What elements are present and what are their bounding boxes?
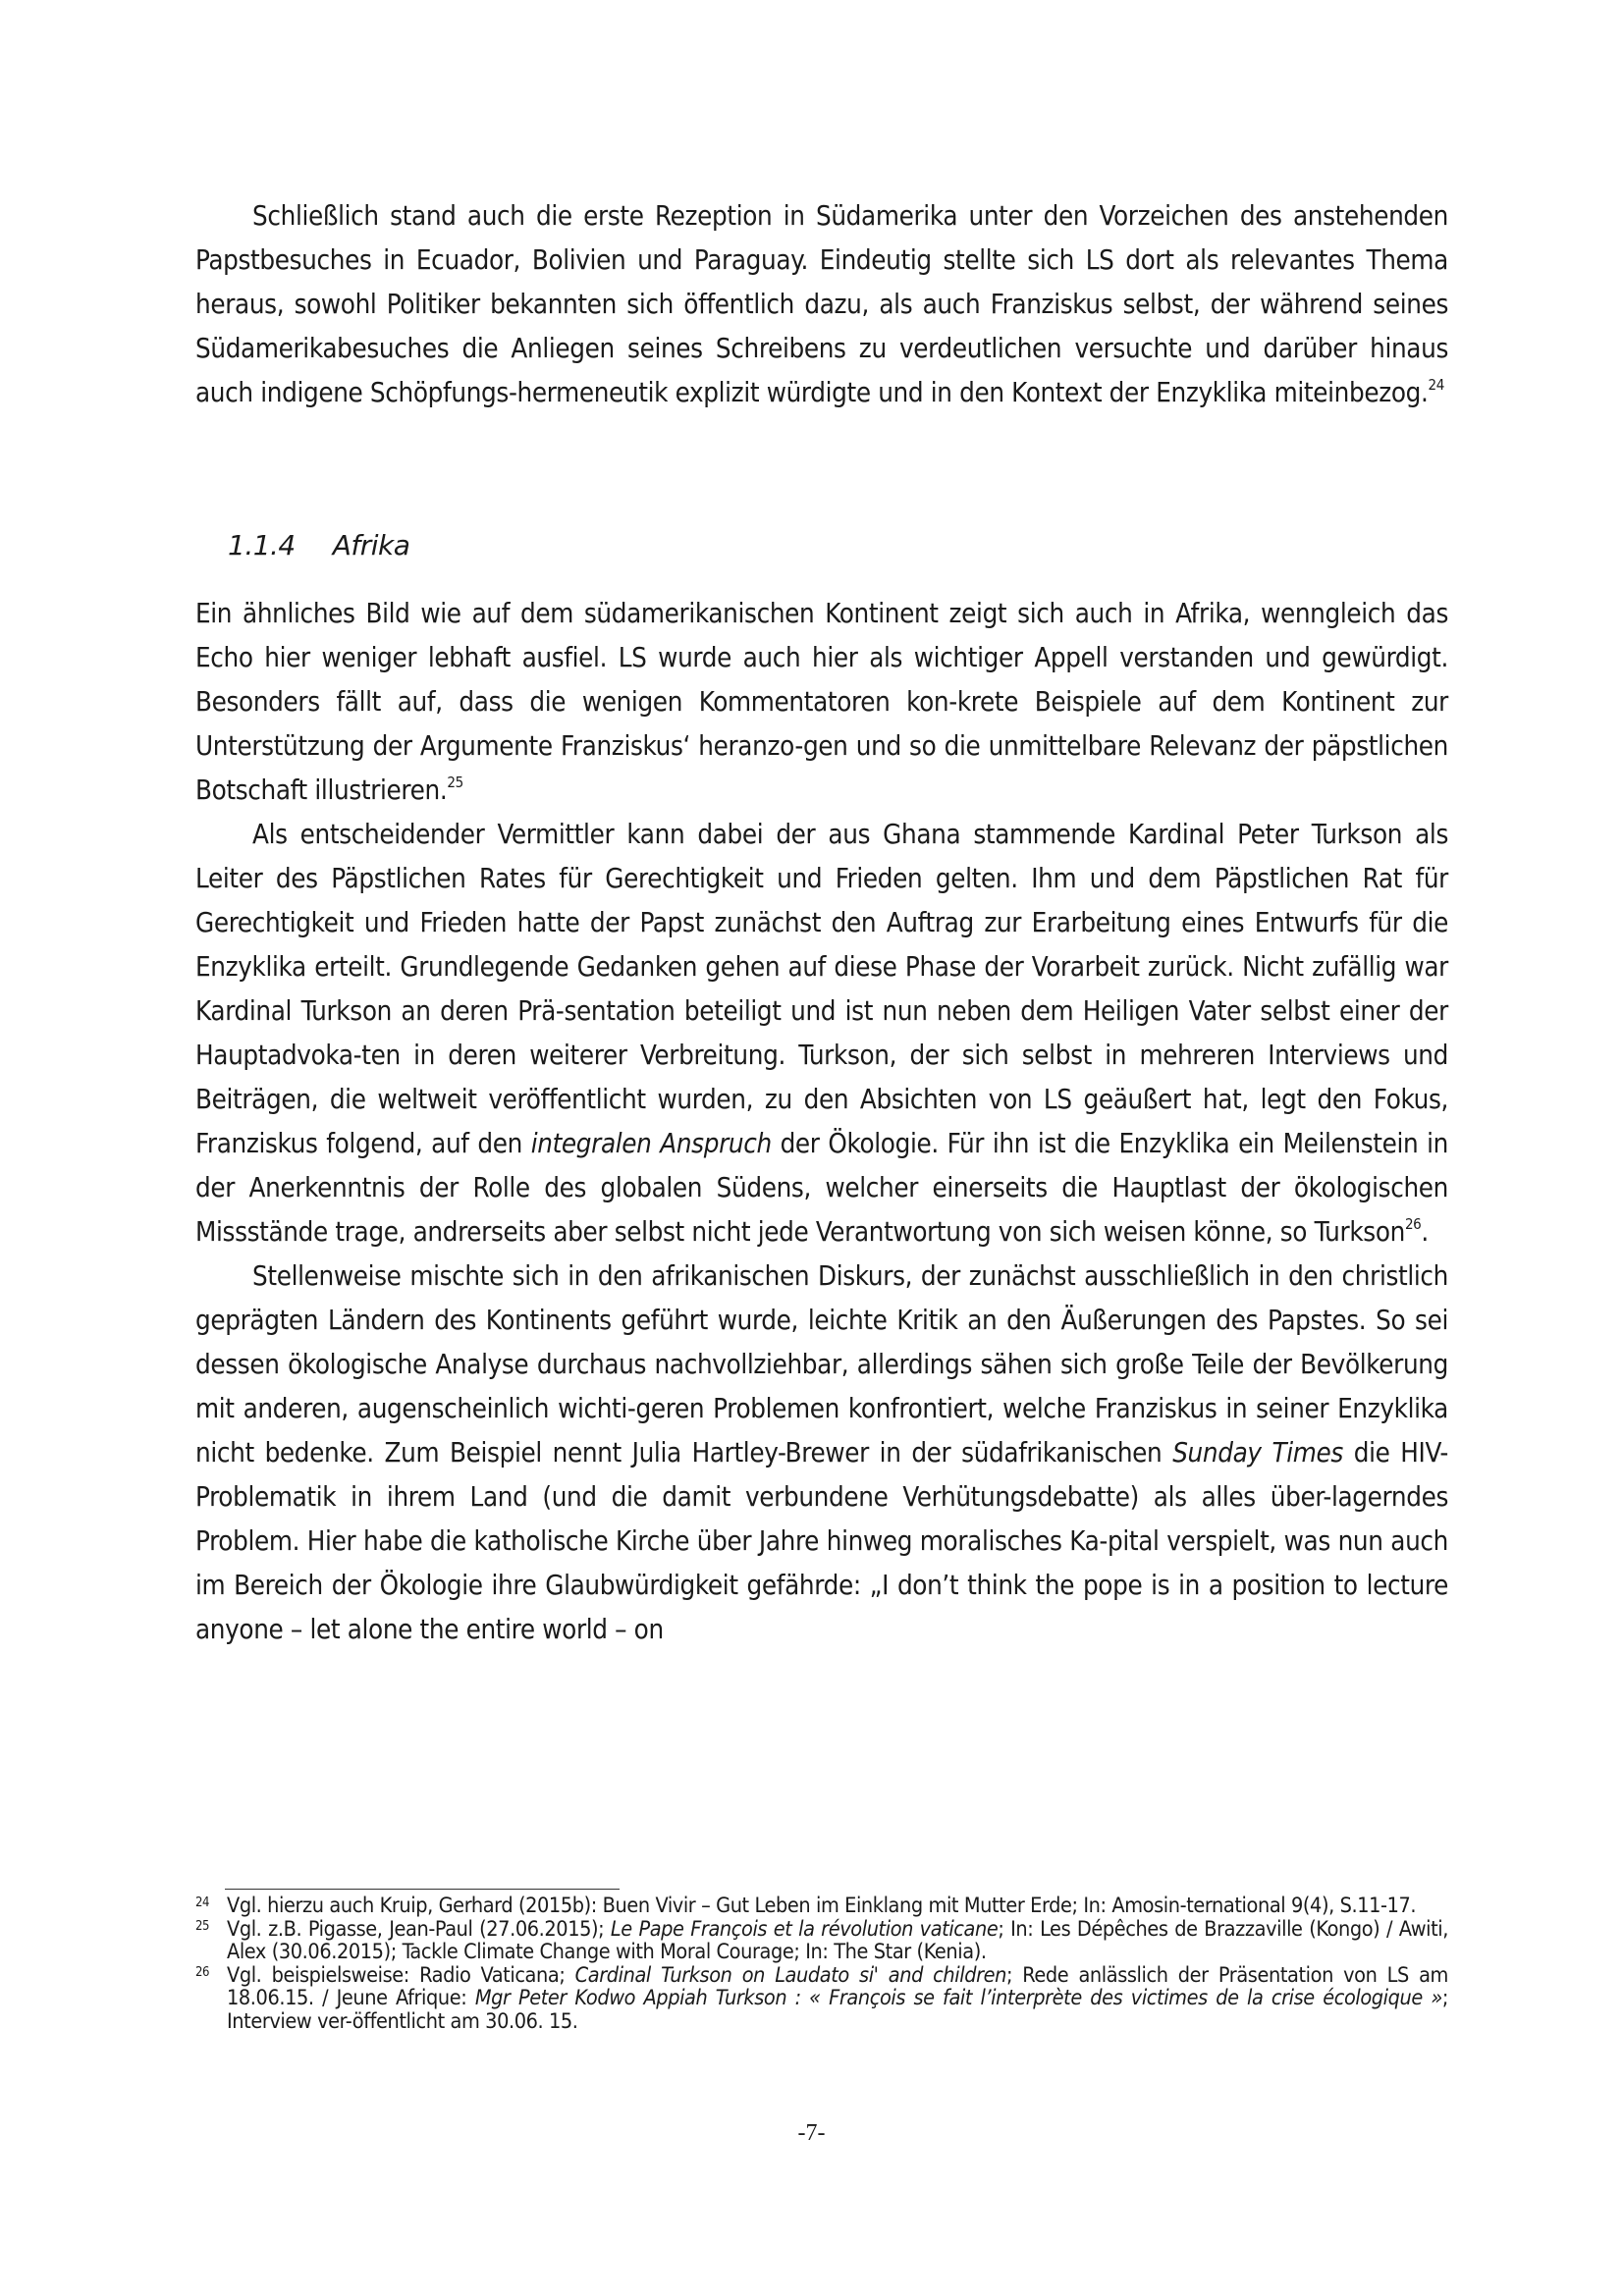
paragraph-2-text: Ein ähnliches Bild wie auf dem südamerikanischen Kontinent zeigt sich auch in Afrika, wenngleich das Echo hier weniger lebhaft ausfiel. LS wurde auch hier als wichtiger Appell verstanden und gewürdigt. Besonders fällt auf, dass die wenigen Kommentatoren kon-krete Beispiele auf dem Kontinent zur Unterstützung der Argumente Franziskus‘ heranzo-gen und so die unmittelbare Relevanz der päpstlichen Botschaft illustrieren. xyxy=(195,598,1448,806)
paragraph-critique xyxy=(195,1255,1448,1652)
paragraph-sudamerika-reception xyxy=(195,194,1448,415)
paragraph-4-text-b: die HIV-Problematik in ihrem Land (und die damit verbundene Verhütungsdebatte) als alles über-lagerndes Problem. Hier habe die katholische Kirche über Jahre hinweg moralisches Ka-pital verspielt, was nun auch im Bereich der Ökologie ihre Glaubwürdigkeit gefährde: „I don’t think the pope is in a position to lecture anyone – let alone the entire world – on xyxy=(195,1437,1448,1645)
emphasis-integralen-anspruch: integralen Anspruch xyxy=(530,1128,772,1159)
paragraph-africa-intro xyxy=(195,592,1448,813)
footnote-ref-24[interactable]: 24 xyxy=(1428,376,1444,394)
footnote-text-b: ; Rede anlässlich der Präsentation von LS am 18.06.15. / Jeune Afrique: xyxy=(227,1962,1448,2010)
footnote-25 xyxy=(195,1918,1448,1964)
page-number: -7- xyxy=(797,2120,826,2146)
footnote-text-b: ; In: Les Dépêches de Brazzaville (Kongo) / Awiti, Alex (30.06.2015); Tackle Climate Change with Moral Courage; In: The Star (Kenia). xyxy=(227,1916,1448,1964)
paragraph-3-text-b: der Ökologie. Für ihn ist die Enzyklika ein Meilenstein in der Anerkenntnis der Rolle des globalen Südens, welcher einerseits die Hauptlast der ökologischen Missstände trage, andrerseits aber selbst nicht jede Verantwortung von sich weisen könne, so Turkson xyxy=(195,1128,1448,1248)
footnote-title-2: Mgr Peter Kodwo Appiah Turkson : « François se fait l’interprète des victimes de la crise écologique » xyxy=(474,1986,1442,2010)
footnote-24 xyxy=(195,1895,1448,1918)
footnote-number: 26 xyxy=(195,1964,210,1980)
footnote-text-a: Vgl. beispielsweise: Radio Vaticana; xyxy=(227,1962,575,1988)
paragraph-3-end: . xyxy=(1421,1216,1429,1248)
footnote-ref-25[interactable]: 25 xyxy=(447,774,463,791)
section-number: 1.1.4 xyxy=(228,529,296,561)
footnote-26 xyxy=(195,1964,1448,2034)
section-title: Afrika xyxy=(332,529,410,561)
paragraph-4-text-a: Stellenweise mischte sich in den afrikanischen Diskurs, der zunächst ausschließlich in den christlich geprägten Ländern des Kontinents geführt wurde, leichte Kritik an den Äußerungen des Papstes. So sei dessen ökologische Analyse durchaus nachvollziehbar, allerdings sähen sich große Teile der Bevölkerung mit anderen, augenscheinlich wichti-geren Problemen konfrontiert, welche Franziskus in seiner Enzyklika nicht bedenke. Zum Beispiel nennt Julia Hartley-Brewer in der südafrikanischen xyxy=(195,1260,1448,1468)
footnote-text-c: ; Interview ver-öffentlicht am 30.06. 15. xyxy=(227,1986,1448,2034)
emphasis-sunday-times: Sunday Times xyxy=(1172,1437,1343,1468)
footnote-separator xyxy=(225,1889,620,1890)
footnote-ref-26[interactable]: 26 xyxy=(1404,1215,1422,1233)
footnotes xyxy=(195,1895,1448,2033)
section-body xyxy=(195,592,1448,1652)
paragraph-1-text: Schließlich stand auch die erste Rezeption in Südamerika unter den Vorzeichen des anstehenden Papstbesuches in Ecuador, Bolivien und Paraguay. Eindeutig stellte sich LS dort als relevantes Thema heraus, sowohl Politiker bekannten sich öffentlich dazu, als auch Franziskus selbst, der während seines Südamerikabesuches die Anliegen seines Schreibens zu verdeutlichen versuchte und darüber hinaus auch indigene Schöpfungs-hermeneutik explizit würdigte und in den Kontext der Enzyklika miteinbezog. xyxy=(195,200,1448,408)
footnote-title: Cardinal Turkson on Laudato si' and children xyxy=(574,1962,1006,1988)
footnote-number: 25 xyxy=(195,1918,210,1934)
paragraph-3-text-a: Als entscheidender Vermittler kann dabei der aus Ghana stammende Kardinal Peter Turkson als Leiter des Päpstlichen Rates für Gerechtigkeit und Frieden gelten. Ihm und dem Päpstlichen Rat für Gerechtigkeit und Frieden hatte der Papst zunächst den Auftrag zur Erarbeitung eines Entwurfs für die Enzyklika erteilt. Grundlegende Gedanken gehen auf diese Phase der Vorarbeit zurück. Nicht zufällig war Kardinal Turkson an deren Prä-sentation beteiligt und ist nun neben dem Heiligen Vater selbst einer der Hauptadvoka-ten in deren weiterer Verbreitung. Turkson, der sich selbst in mehreren Interviews und Beiträgen, die weltweit veröffentlicht wurden, zu den Absichten von LS geäußert hat, legt den Fokus, Franziskus folgend, auf den xyxy=(195,819,1448,1159)
footnote-number: 24 xyxy=(195,1896,210,1910)
paragraph-turkson xyxy=(195,813,1448,1255)
paragraph-text xyxy=(195,194,1448,415)
footnote-text: Vgl. hierzu auch Kruip, Gerhard (2015b): Buen Vivir – Gut Leben im Einklang mit Mutter Erde; In: Amosin-ternational 9(4), S.11-17. xyxy=(227,1894,1417,1918)
footnote-text-a: Vgl. z.B. Pigasse, Jean-Paul (27.06.2015); xyxy=(227,1916,611,1942)
footnote-title: Le Pape François et la révolution vaticane xyxy=(610,1916,999,1942)
section-heading xyxy=(228,526,409,565)
